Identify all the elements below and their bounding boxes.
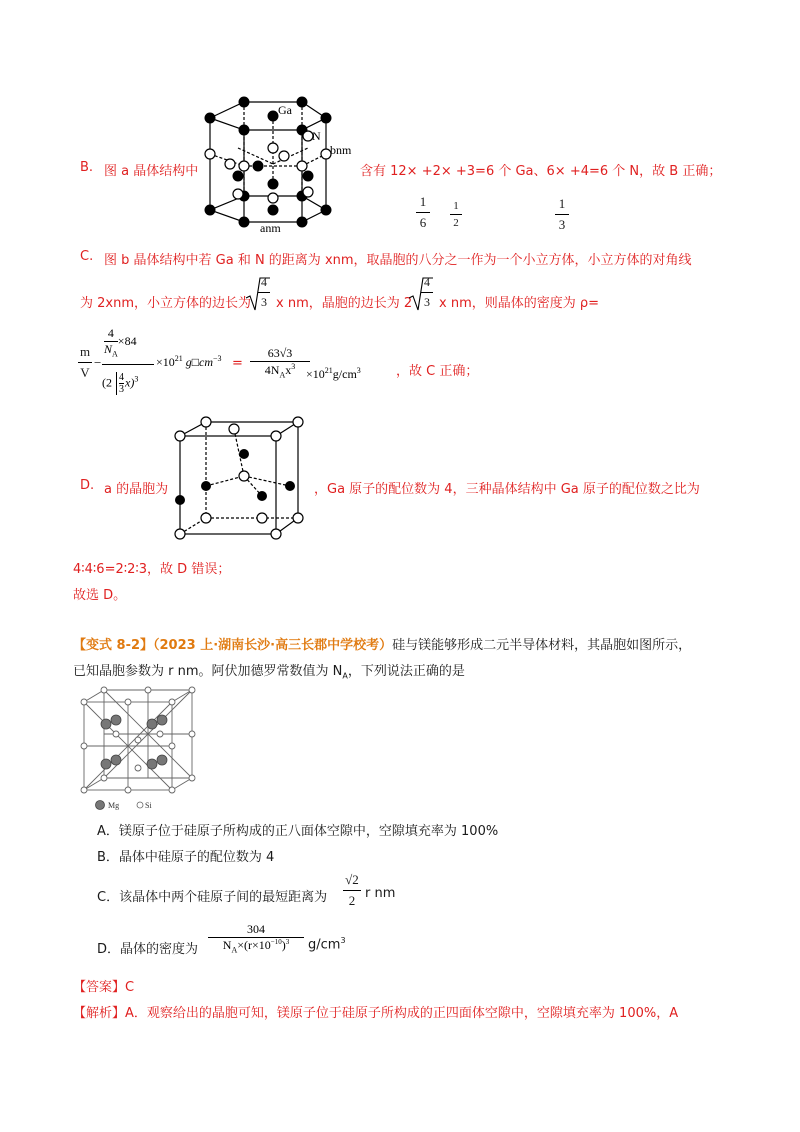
option-b-prefix: 图 a 晶体结构中 <box>104 164 199 179</box>
formula-m-over-v: m V <box>79 344 91 380</box>
legend-mg: Mg <box>108 801 120 810</box>
formula-denominator: (2 $\frac{4}{3}$ x)$^3$ <box>102 372 139 395</box>
crystal-diagram-cubic <box>174 416 306 542</box>
formula-factor: $\times 10^{21}$ $g□cm^{-3}$ <box>156 354 222 369</box>
option-b: B．晶体中硅原子的配位数为 4 <box>97 850 275 865</box>
formula-numerator: $\frac{4}{N_A}$ ×84 <box>104 326 137 359</box>
fraction-one-sixth: 1 6 <box>416 194 430 231</box>
option-b-suffix: 含有 12× +2× +3=6 个 Ga、6× +4=6 个 N，故 B 正确； <box>360 164 722 179</box>
option-d-post: $g/cm^3$ <box>308 936 346 953</box>
option-b-label: B. <box>80 160 94 175</box>
option-c-line2-c: x nm，则晶体的密度为 ρ= <box>439 296 600 311</box>
option-d-line3: 故选 D。 <box>73 588 127 603</box>
sqrt-frac-1: 4 3 <box>258 275 270 310</box>
crystal-diagram-hexagonal <box>198 92 352 235</box>
option-d-suffix: ，Ga 原子的配位数为 4，三种晶体结构中 Ga 原子的配位数之比为 <box>314 482 700 497</box>
option-d-pre: D．晶体的密度为 <box>97 942 199 957</box>
formula-equals: = <box>232 356 243 371</box>
diagram-label-a: anm <box>260 221 281 235</box>
fraction-one-half: 1 2 <box>450 200 462 229</box>
formula-right: 63√3 $4N_Ax^3$ <box>250 346 310 379</box>
formula-right-factor: $\times 10^{21}g/cm^3$ <box>306 366 361 381</box>
answer-line: 【答案】C <box>73 980 135 995</box>
option-c-label: C. <box>80 249 94 264</box>
option-d-prefix: a 的晶胞为 <box>104 482 169 497</box>
diagram-label-ga: Ga <box>278 103 292 117</box>
option-d-fraction: 304 $N_A\times(r\times 10^{-10})^3$ <box>208 922 304 954</box>
sqrt-frac-2: 4 3 <box>421 275 433 310</box>
option-c-tail: ，故 C 正确； <box>396 364 479 379</box>
fraction-one-third: 1 3 <box>555 196 569 233</box>
legend-si: Si <box>145 801 152 810</box>
mg-si-unit-cell-diagram <box>80 688 198 810</box>
diagram-label-b: bnm <box>330 143 352 157</box>
diagram-label-n: N <box>312 129 321 143</box>
analysis-line: 【解析】A．观察给出的晶胞可知，镁原子位于硅原子所构成的正四面体空隙中，空隙填充率为 100%，A <box>73 1006 679 1021</box>
option-d-label: D. <box>80 478 95 493</box>
option-c-pre: C．该晶体中两个硅原子间的最短距离为 <box>97 890 328 905</box>
option-c-post: r nm <box>365 886 396 901</box>
option-c-line1: 图 b 晶体结构中若 Ga 和 N 的距离为 xnm，取晶胞的八分之一作为一个小立方体，小立方体的对角线 <box>104 253 692 268</box>
option-c-line2-b: x nm，晶胞的边长为 2 <box>276 296 413 311</box>
variant-line2: 已知晶胞参数为 r nm。阿伏加德罗常数值为 $N_A$，下列说法正确的是 <box>73 664 465 681</box>
option-c-line2-a: 为 2xnm，小立方体的边长为 <box>80 296 251 311</box>
option-d-line2: 4∶4∶6=2∶2∶3，故 D 错误； <box>73 562 231 577</box>
option-c-fraction: √2 2 <box>343 872 361 909</box>
option-a: A．镁原子位于硅原子所构成的正八面体空隙中，空隙填充率为 100% <box>97 824 499 839</box>
variant-heading: 【变式 8-2】（2023 上·湖南长沙·高三长郡中学校考）硅与镁能够形成二元半导体材料，其晶胞如图所示， <box>73 638 692 653</box>
